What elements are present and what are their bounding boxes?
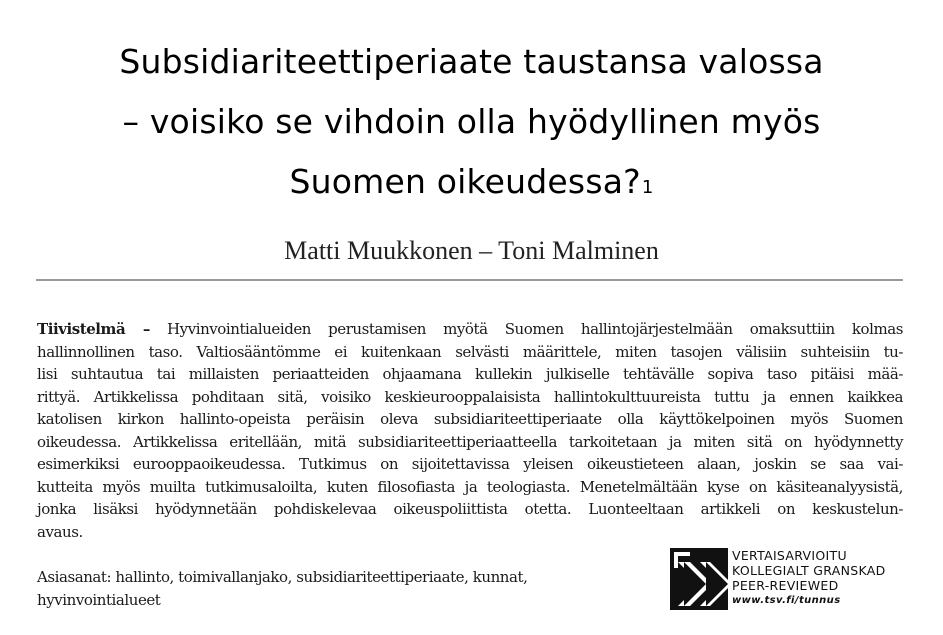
abstract-line-3: lisi suhtautua tai millaisten periaatteiden ohjaamana kullekin julkiselle tehtävälle sopiva taso pitäisi mää- xyxy=(37,365,903,383)
keywords xyxy=(37,566,637,611)
abstract-line-4: rittyä. Artikkelissa pohditaan sitä, voisiko keskieurooppalaisista hallintokulttuureista tuttu ja ennen kaikkea xyxy=(37,387,903,406)
badge-text xyxy=(732,548,886,608)
title-line-1: Subsidiariteettiperiaate taustansa valossa xyxy=(119,42,824,81)
abstract-line-2: hallinnollinen taso. Valtiosääntömme ei kuitenkaan selvästi määrittele, miten tasojen välisiin suhteisiin tu- xyxy=(37,342,903,361)
abstract-line-9: jonka lisäksi hyödynnetään pohdiskelevaa oikeuspoliittista otetta. Luonteeltaan artikkeli on keskustelun- xyxy=(37,500,903,518)
keywords-line-2: hyvinvointialueet xyxy=(37,590,161,609)
divider xyxy=(36,279,903,281)
keywords-line-1: Asiasanat: hallinto, toimivallanjako, subsidiariteettiperiaate, kunnat, xyxy=(37,568,528,586)
badge-line-1: VERTAISARVIOITU xyxy=(732,548,847,563)
footnote-mark[interactable]: 1 xyxy=(641,177,654,198)
abstract-line-8: kutteita myös muilta tutkimusaloilta, kuten filosofiasta ja teologiasta. Menetelmältään kyse on käsiteanalyysistä, xyxy=(37,477,903,496)
title-line-3 xyxy=(30,152,913,212)
title-line-2: – voisiko se vihdoin olla hyödyllinen myös xyxy=(122,102,821,141)
badge-line-3: PEER-REVIEWED xyxy=(732,578,839,593)
peer-review-chevron-logo-icon xyxy=(670,548,728,610)
abstract-line-5: katolisen kirkon hallinto-opeista peräisin oleva subsidiariteettiperiaate olla käyttökelpoinen myös Suomen xyxy=(37,410,903,428)
peer-review-badge xyxy=(670,548,910,612)
article-title xyxy=(30,32,913,212)
abstract-line-10: avaus. xyxy=(37,522,83,541)
title-line-3-text: Suomen oikeudessa? xyxy=(289,162,641,201)
abstract-lead: Tiivistelmä – xyxy=(37,320,150,338)
abstract-line-1 xyxy=(37,318,903,341)
authors: Matti Muukkonen – Toni Malminen xyxy=(284,236,659,265)
abstract xyxy=(37,318,903,543)
badge-url[interactable]: www.tsv.fi/tunnus xyxy=(732,595,841,606)
abstract-line-1-text: Hyvinvointialueiden perustamisen myötä Suomen hallintojärjestelmään omaksuttiin kolmas xyxy=(149,320,903,338)
abstract-line-6: oikeudessa. Artikkelissa eritellään, mitä subsidiariteettiperiaatteella tarkoitetaan ja miten sitä on hyödynnetty xyxy=(37,432,903,451)
abstract-line-7: esimerkiksi eurooppaoikeudessa. Tutkimus on sijoitettavissa yleisen oikeustieteen alaan, joskin se saa vai- xyxy=(37,455,903,473)
badge-line-2: KOLLEGIALT GRANSKAD xyxy=(732,563,886,578)
